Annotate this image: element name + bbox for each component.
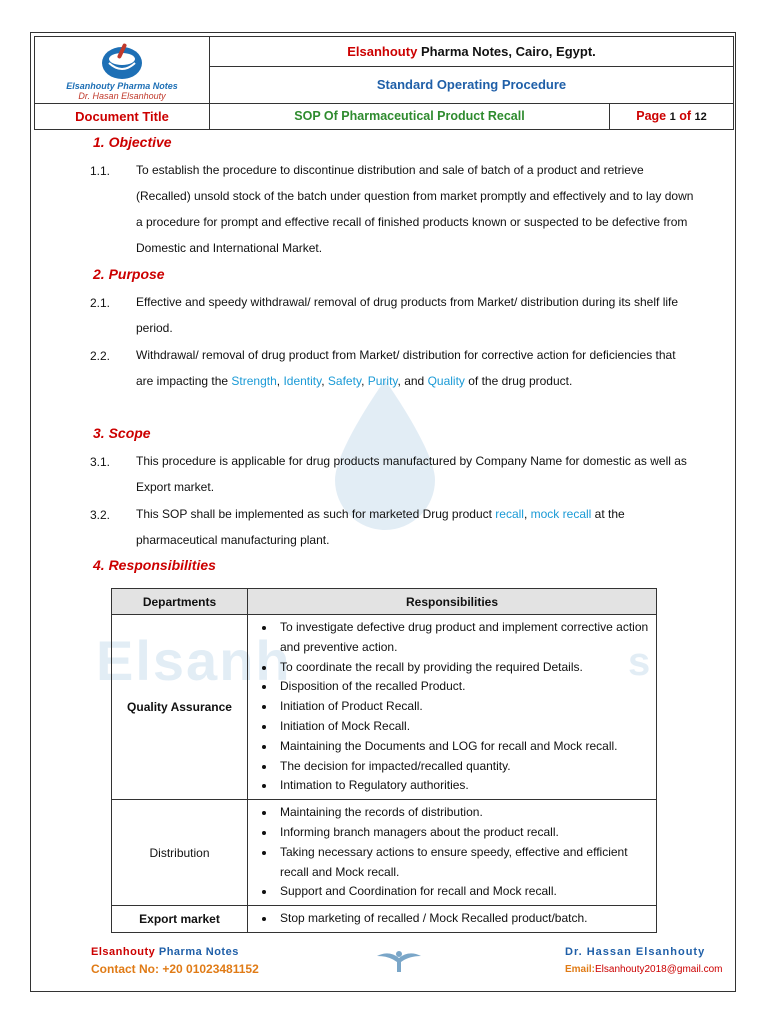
- text-part: ,: [523, 507, 531, 521]
- footer-brand-name: Elsanhouty: [91, 946, 156, 958]
- footer-contact: Contact No: +20 01023481152: [91, 962, 259, 976]
- logo-doctor: Dr. Hasan Elsanhouty: [78, 91, 166, 101]
- list-item: • To coordinate the recall by providing the required Details.: [276, 658, 655, 678]
- org-name: [210, 37, 733, 67]
- table-header-row: [112, 589, 657, 615]
- document-header: [34, 36, 734, 130]
- item-number: 2.2.: [90, 349, 111, 363]
- text-part: , and: [397, 374, 428, 388]
- text-part: ,: [361, 374, 368, 388]
- footer-brand-suffix: Pharma Notes: [158, 946, 239, 958]
- keyword-safety: Safety: [327, 374, 362, 388]
- list-item: • The decision for impacted/recalled quantity.: [276, 757, 655, 777]
- list-item: • Disposition of the recalled Product.: [276, 677, 655, 697]
- item-number: 2.1.: [90, 296, 111, 310]
- responsibilities-cell: [248, 800, 657, 906]
- item-number: 1.1.: [90, 164, 111, 178]
- page-number: [610, 104, 733, 130]
- keyword-strength: Strength: [231, 374, 277, 388]
- list-item: • Taking necessary actions to ensure speedy, effective and efficient recall and Mock recall.: [276, 843, 655, 883]
- caduceus-icon: [375, 948, 423, 974]
- responsibilities-cell: [248, 906, 657, 933]
- text-part: This SOP shall be implemented as such for marketed Drug product: [136, 507, 496, 521]
- email-label: Email:: [565, 964, 596, 975]
- mortar-pestle-logo-icon: [100, 41, 144, 81]
- list-item: • Informing branch managers about the product recall.: [276, 823, 655, 843]
- keyword-recall: recall: [495, 507, 524, 521]
- list-item: • Intimation to Regulatory authorities.: [276, 776, 655, 796]
- sop-label: Standard Operating Procedure: [376, 77, 567, 92]
- list-item: • Initiation of Mock Recall.: [276, 717, 655, 737]
- responsibility-list: [249, 803, 655, 902]
- department-cell: Distribution: [112, 800, 248, 906]
- text-part: ,: [321, 374, 328, 388]
- list-item: • Support and Coordination for recall and Mock recall.: [276, 882, 655, 902]
- purpose-text-2: [136, 342, 696, 394]
- doc-title-row: [35, 103, 733, 129]
- section-title-objective: 1. Objective: [93, 134, 172, 150]
- logo-name: Elsanhouty Pharma Notes: [66, 81, 178, 91]
- header-logo-cell: [35, 37, 210, 103]
- page-current: 1: [669, 111, 676, 123]
- table-row: [112, 800, 657, 906]
- section-title-responsibilities: 4. Responsibilities: [93, 557, 216, 573]
- text-part: of the drug product.: [464, 374, 573, 388]
- table-row: [112, 615, 657, 800]
- email-address[interactable]: Elsanhouty2018@gmail.com: [595, 964, 723, 975]
- keyword-identity: Identity: [283, 374, 322, 388]
- scope-text-1: This procedure is applicable for drug products manufactured by Company Name for domestic as well as Export market.: [136, 454, 687, 494]
- purpose-text-1: Effective and speedy withdrawal/ removal of drug products from Market/ distribution during its shelf life period.: [136, 295, 679, 335]
- footer-doctor: Dr. Hassan Elsanhouty: [565, 946, 706, 958]
- doc-title: SOP Of Pharmaceutical Product Recall: [210, 104, 610, 130]
- watermark-text: Elsanh: [96, 629, 292, 692]
- department-cell: Quality Assurance: [112, 615, 248, 800]
- list-item: • Stop marketing of recalled / Mock Recalled product/batch.: [276, 909, 655, 929]
- org-rest: Pharma Notes, Cairo, Egypt.: [420, 44, 596, 59]
- text-part: Withdrawal/ removal of drug product from Market/ distribution for corrective action for deficiencies that are impacting the: [136, 348, 676, 388]
- responsibilities-table: [111, 588, 657, 933]
- list-item: • To investigate defective drug product and implement corrective action and preventive action.: [276, 618, 655, 658]
- watermark-text-tail: s: [628, 640, 651, 684]
- scope-text-2: [136, 501, 696, 553]
- page-label: Page: [636, 109, 667, 123]
- item-number: 3.1.: [90, 455, 111, 469]
- doc-title-label: Document Title: [35, 104, 210, 130]
- keyword-purity: Purity: [367, 374, 398, 388]
- item-number: 3.2.: [90, 508, 111, 522]
- responsibilities-cell: [248, 615, 657, 800]
- text-part: at the pharmaceutical manufacturing plant.: [136, 507, 625, 547]
- footer-email: [565, 964, 722, 975]
- section-title-purpose: 2. Purpose: [93, 266, 165, 282]
- keyword-mock-recall: mock recall: [530, 507, 592, 521]
- org-brand: Elsanhouty: [347, 44, 418, 59]
- list-item: • Initiation of Product Recall.: [276, 697, 655, 717]
- responsibility-list: [249, 618, 655, 796]
- list-item: • Maintaining the records of distribution.: [276, 803, 655, 823]
- text-part: ,: [276, 374, 284, 388]
- table-row: [112, 906, 657, 933]
- page-total: 12: [694, 111, 707, 123]
- page-of: of: [679, 109, 692, 123]
- column-header-responsibilities: Responsibilities: [248, 589, 657, 615]
- list-item: • Maintaining the Documents and LOG for recall and Mock recall.: [276, 737, 655, 757]
- footer-brand: [91, 946, 239, 958]
- objective-text: To establish the procedure to discontinue distribution and sale of batch of a product and retrieve (Recalled) unsold stock of the batch under question from market promptly and effectively and to lay down a procedure for prompt and effective recall of finished products known or suspected to be defective from Domestic and International Market.: [136, 163, 694, 255]
- section-title-scope: 3. Scope: [93, 425, 151, 441]
- department-cell: Export market: [112, 906, 248, 933]
- keyword-quality: Quality: [427, 374, 465, 388]
- column-header-departments: Departments: [112, 589, 248, 615]
- responsibility-list: [249, 909, 655, 929]
